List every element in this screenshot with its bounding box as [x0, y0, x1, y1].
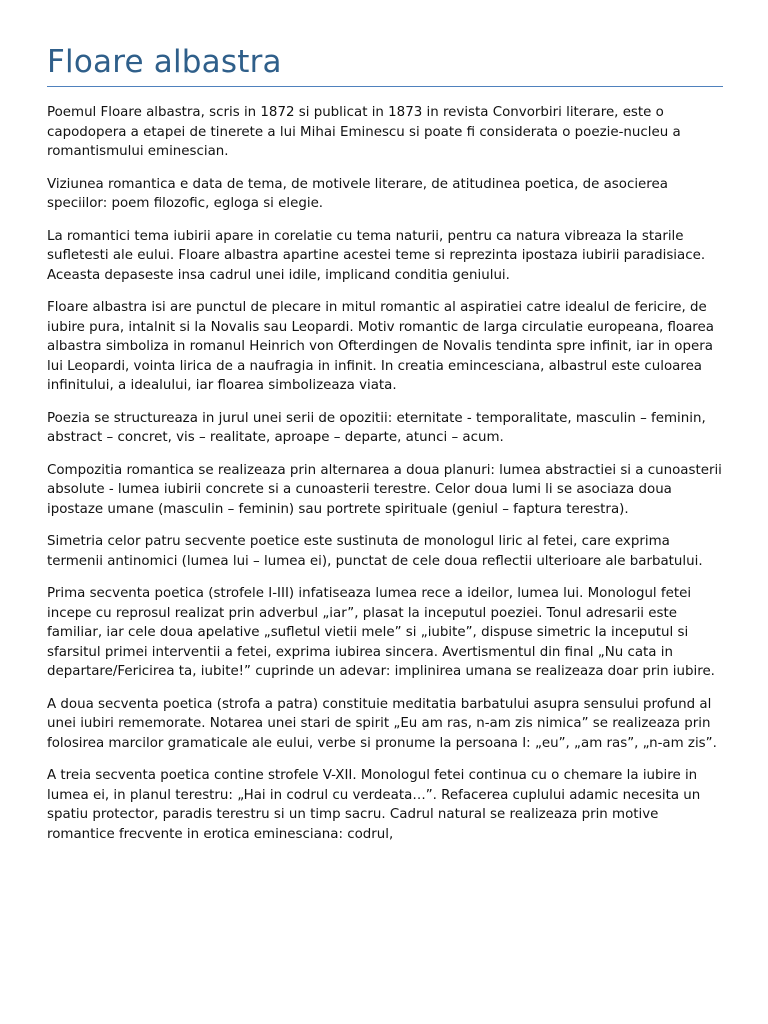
- document-body: [47, 103, 723, 844]
- document-page: [47, 0, 723, 857]
- paragraph: Poezia se structureaza in jurul unei serii de opozitii: eternitate - temporalitate, masculin – feminin, abstract – concret, vis – realitate, aproape – departe, atunci – acum.: [47, 410, 706, 445]
- document-title: Floare albastra: [47, 44, 282, 80]
- paragraph: La romantici tema iubirii apare in corelatie cu tema naturii, pentru ca natura vibreaza la starile sufletesti ale eului. Floare albastra apartine acestei teme si reprezinta ipostaza iubirii paradisiace. Aceasta depaseste insa cadrul unei idile, implicand conditia geniului.: [47, 228, 706, 283]
- title-divider: [47, 86, 723, 87]
- paragraph: Floare albastra isi are punctul de plecare in mitul romantic al aspiratiei catre idealul de fericire, de iubire pura, intalnit si la Novalis sau Leopardi. Motiv romantic de larga circulatie europeana, floarea albastra simboliza in romanul Heinrich von Ofterdingen de Novalis tendinta spre infinit, iar in opera lui Leopardi, vointa lirica de a naufragia in infinit. In creatia emincesciana, albastrul este culoarea infinitului, a idealului, iar floarea simbolizeaza viata.: [47, 300, 714, 393]
- paragraph: Viziunea romantica e data de tema, de motivele literare, de atitudinea poetica, de asocierea speciilor: poem filozofic, egloga si elegie.: [47, 176, 668, 211]
- paragraph: Poemul Floare albastra, scris in 1872 si publicat in 1873 in revista Convorbiri literare, este o capodopera a etapei de tinerete a lui Mihai Eminescu si poate fi considerata o poezie-nucleu a romantismului eminescian.: [47, 105, 681, 159]
- paragraph: Prima secventa poetica (strofele I-III) infatiseaza lumea rece a ideilor, lumea lui. Monologul fetei incepe cu reprosul realizat prin adverbul „iar”, plasat la inceputul poeziei. Tonul adresarii este familiar, iar cele doua apelative „sufletul vietii mele” si „iubite”, dispuse simetric la inceputul si sfarsitul primei interventii a fetei, exprima iubirea sincera. Avertismentul din final „Nu cata in departare/Fericirea ta, iubite!” cuprinde un adevar: implinirea umana se realizeaza doar prin iubire.: [47, 586, 715, 679]
- paragraph: Simetria celor patru secvente poetice este sustinuta de monologul liric al fetei, care exprima termenii antinomici (lumea lui – lumea ei), punctat de cele doua reflectii ulterioare ale barbatului.: [47, 534, 703, 569]
- paragraph: A doua secventa poetica (strofa a patra) constituie meditatia barbatului asupra sensului profund al unei iubiri rememorate. Notarea unei stari de spirit „Eu am ras, n-am zis nimica” se realizeaza prin folosirea marcilor gramaticale ale eului, verbe si pronume la persoana I: „eu”, „am ras”, „n-am zis”.: [47, 696, 717, 751]
- paragraph: A treia secventa poetica contine strofele V-XII. Monologul fetei continua cu o chemare la iubire in lumea ei, in planul terestru: „Hai in codrul cu verdeata…”. Refacerea cuplului adamic necesita un spatiu protector, paradis terestru si un timp sacru. Cadrul natural se realizeaza prin motive romantice frecvente in erotica eminesciana: codrul,: [47, 768, 701, 842]
- paragraph: Compozitia romantica se realizeaza prin alternarea a doua planuri: lumea abstractiei si a cunoasterii absolute - lumea iubirii concrete si a cunoasterii terestre. Celor doua lumi li se asociaza doua ipostaze umane (masculin – feminin) sau portrete spirituale (geniul – faptura terestra).: [47, 462, 722, 517]
